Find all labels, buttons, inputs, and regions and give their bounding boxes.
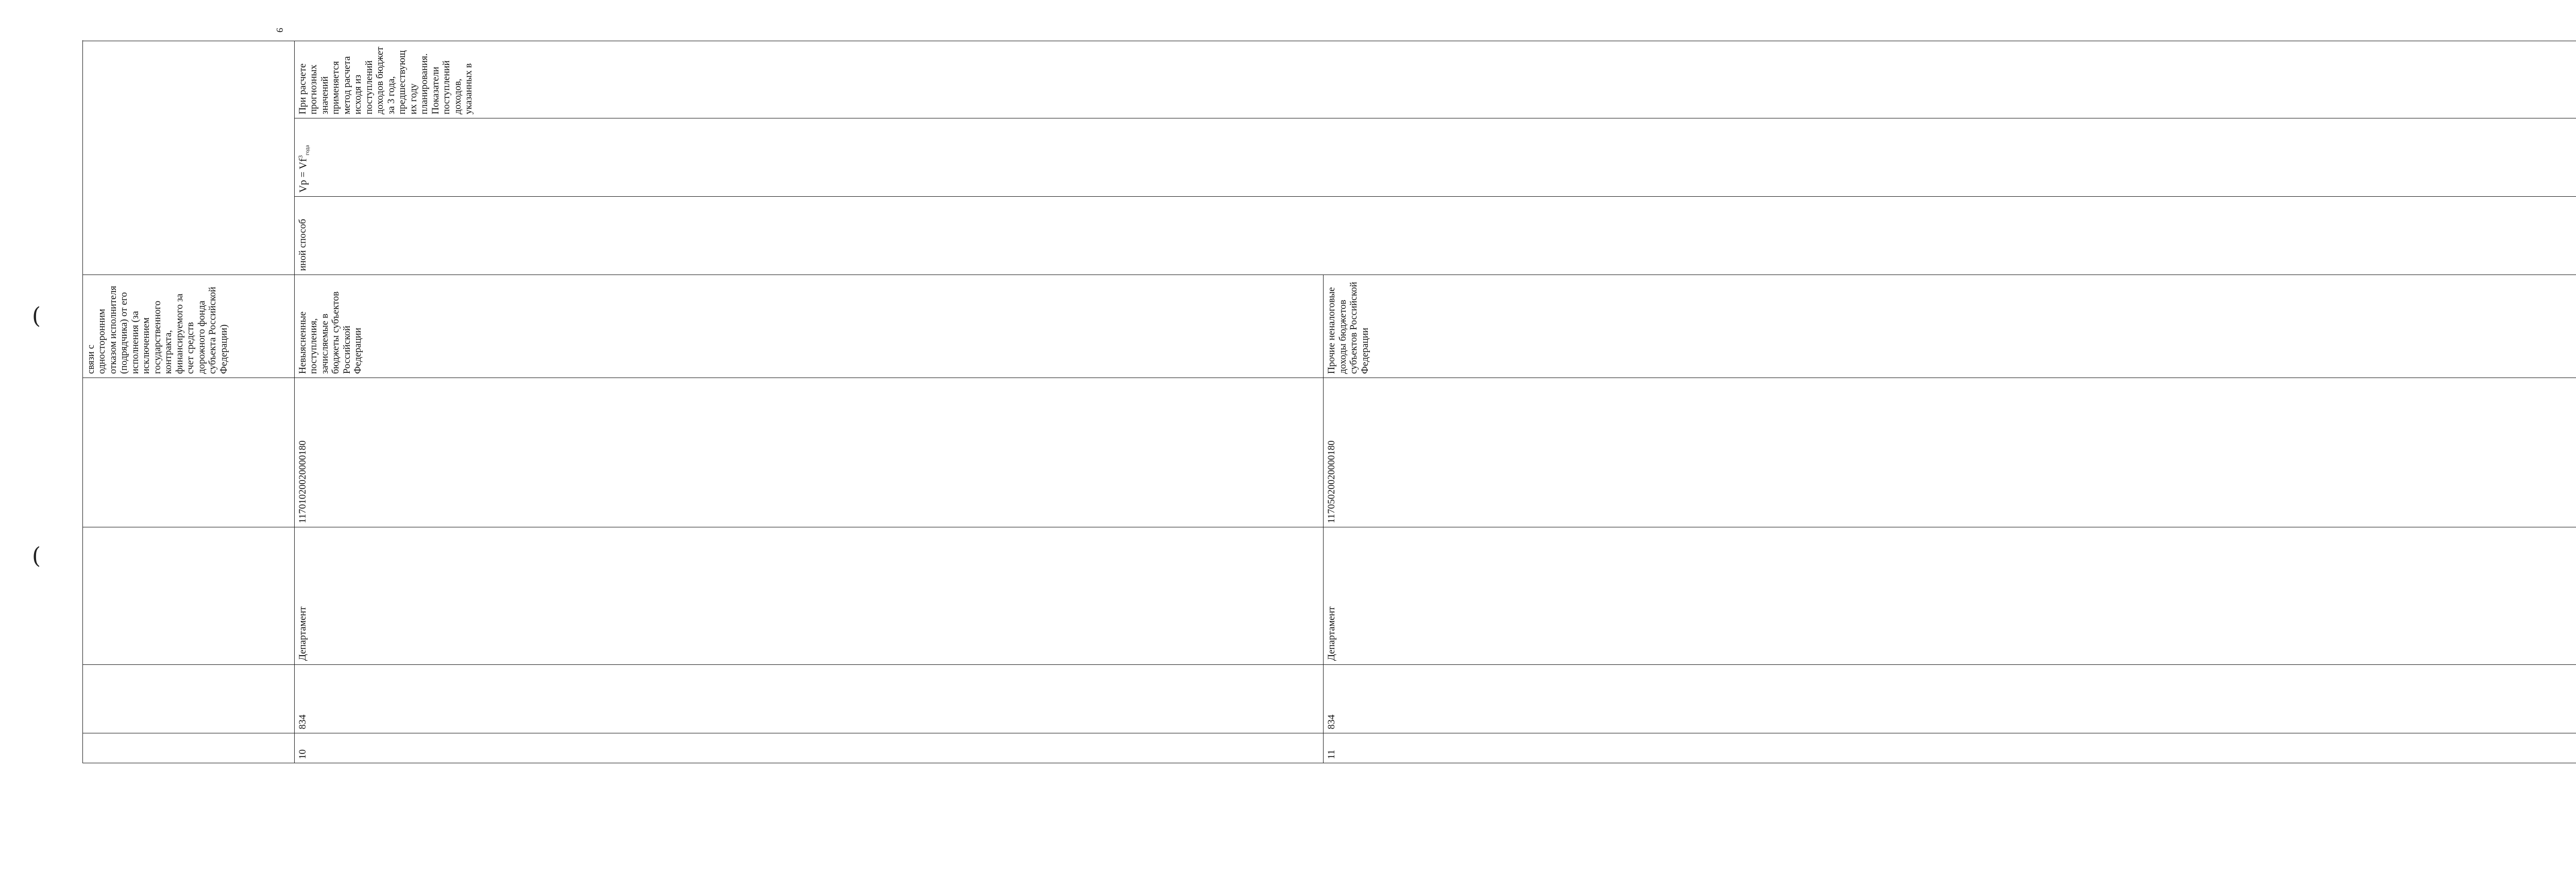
cell-num bbox=[83, 733, 295, 763]
cell-department: Департамент bbox=[1324, 527, 2576, 665]
cell-kbk bbox=[83, 378, 295, 527]
cell-name: связи с односторонним отказом исполнителя (подрядчика) от его исполнения (за исключением государственного контракта, финансируемого за счет средств дорожного фонда субъекта Российской Федерации) bbox=[83, 275, 295, 378]
cell-department bbox=[83, 527, 295, 665]
cell-code: 834 bbox=[295, 665, 1324, 733]
table-row bbox=[295, 41, 1324, 763]
cell-formula bbox=[295, 118, 2576, 197]
cell-method: иной способ bbox=[295, 197, 2576, 275]
cell-empty-merged bbox=[83, 41, 295, 275]
cell-department: Департамент bbox=[295, 527, 1324, 665]
margin-bracket-mark: ( bbox=[32, 543, 41, 569]
cell-algorithm: При расчете прогнозных значений применяется метод расчета исходя из поступлений доходов бюджет за 3 года, предшествующ их году планирования. Показатели поступлений доходов, указанных в bbox=[295, 41, 2576, 118]
rotated-table-container bbox=[82, 41, 1370, 763]
revenue-table bbox=[82, 41, 2576, 763]
cell-code: 834 bbox=[1324, 665, 2576, 733]
cell-kbk: 11705020020000180 bbox=[1324, 378, 2576, 527]
page-number: 9 bbox=[275, 28, 285, 32]
cell-kbk: 11701020020000180 bbox=[295, 378, 1324, 527]
table-row bbox=[83, 41, 295, 763]
cell-name: Невыясненные поступления, зачисляемые в бюджеты субъектов Российской Федерации bbox=[295, 275, 1324, 378]
cell-code bbox=[83, 665, 295, 733]
formula-sub: года bbox=[304, 145, 311, 156]
formula-sup: 3 bbox=[297, 155, 304, 159]
cell-num: 11 bbox=[1324, 733, 2576, 763]
margin-bracket-mark: ( bbox=[32, 303, 41, 329]
cell-name: Прочие неналоговые доходы бюджетов субъектов Российской Федерации bbox=[1324, 275, 2576, 378]
formula-base: Vp = Vf bbox=[297, 158, 309, 193]
cell-num: 10 bbox=[295, 733, 1324, 763]
